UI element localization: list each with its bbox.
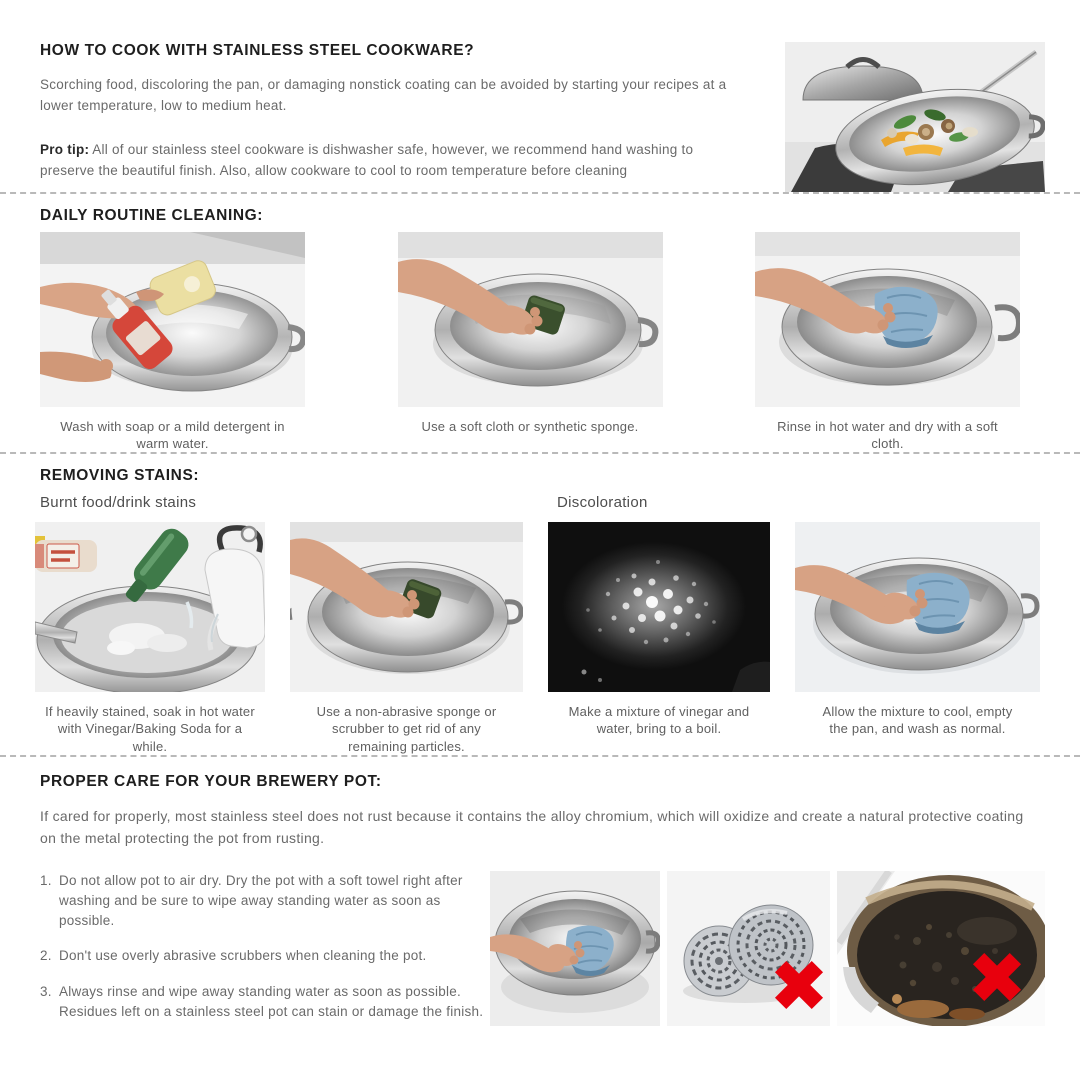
- care-photos-row: [490, 871, 1045, 1026]
- stain-subheadings: [40, 494, 1040, 518]
- vinegar-label-bottle: [35, 536, 97, 572]
- daily-steps-row: [40, 232, 1020, 452]
- section-removing-stains: [0, 454, 1080, 754]
- stains-step-4: [795, 522, 1040, 754]
- daily-step-2: [398, 232, 663, 452]
- dry-with-towel-photo: [490, 871, 660, 1026]
- daily-caption-3: Rinse in hot water and dry with a soft cloth.: [777, 419, 998, 452]
- care-tip-3: [40, 982, 490, 1023]
- cook-intro-paragraph: Scorching food, discoloring the pan, or damaging nonstick coating can be avoided by starting your recipes at a lower temperature, low to medium heat.: [40, 77, 727, 114]
- daily-step-3: [755, 232, 1020, 452]
- care-paragraph: If cared for properly, most stainless steel does not rust because it contains the alloy chromium, which will oxidize and create a natural protective coating on the metal protecting the pot from rusting.: [40, 807, 1024, 847]
- removing-stains-heading: REMOVING STAINS:: [40, 467, 200, 485]
- pro-tip-paragraph: [40, 139, 747, 182]
- burnt-stains-subheading: Burnt food/drink stains: [40, 494, 197, 512]
- daily-caption-1: Wash with soap or a mild detergent in warm water.: [60, 419, 285, 452]
- discoloration-subheading: Discoloration: [557, 494, 648, 512]
- cook-text-block: [40, 42, 747, 181]
- wash-soap-detergent-photo: [40, 232, 305, 407]
- care-tip-text: Don't use overly abrasive scrubbers when cleaning the pot.: [59, 948, 427, 964]
- care-content-row: [40, 871, 1080, 1038]
- list-number: 2.: [40, 948, 52, 964]
- stains-step-3: [548, 522, 770, 754]
- stains-step-2: [290, 522, 523, 754]
- care-tip-2: [40, 946, 490, 966]
- vinegar-soak-photo: [35, 522, 265, 692]
- care-tip-text: Do not allow pot to air dry. Dry the pot with a soft towel right after washing and be sure to wipe away standing water as soon as possible.: [59, 872, 463, 929]
- stains-step-1: [35, 522, 265, 754]
- stains-caption-4: Allow the mixture to cool, empty the pan, and wash as normal.: [822, 704, 1013, 737]
- list-number: 3.: [40, 983, 52, 999]
- care-tip-text: Always rinse and wipe away standing water as soon as possible. Residues left on a stainless steel pot can stain or damage the finish.: [59, 983, 484, 1019]
- pro-tip-text: All of our stainless steel cookware is dishwasher safe, however, we recommend hand washing to preserve the beautiful finish. Also, allow cookware to cool to room temperature before cleaning: [40, 141, 694, 178]
- soft-sponge-clean-photo: [398, 232, 663, 407]
- stir-fry-wok-photo: [785, 42, 1045, 192]
- list-number: 1.: [40, 872, 52, 888]
- burnt-pot-prohibited-photo: [837, 871, 1045, 1026]
- section-daily-cleaning: [0, 194, 1080, 452]
- pro-tip-label: Pro tip:: [40, 141, 90, 157]
- section-proper-care: [0, 757, 1080, 1037]
- wipe-mixture-photo: [795, 522, 1040, 692]
- care-tip-1: [40, 871, 490, 932]
- how-to-cook-heading: HOW TO COOK WITH STAINLESS STEEL COOKWARE?: [40, 42, 475, 59]
- stains-caption-1: If heavily stained, soak in hot water with Vinegar/Baking Soda for a while.: [45, 704, 255, 754]
- boiling-vinegar-photo: [548, 522, 770, 692]
- daily-caption-2: Use a soft cloth or synthetic sponge.: [421, 419, 639, 434]
- stains-caption-2: Use a non-abrasive sponge or scrubber to get rid of any remaining particles.: [316, 704, 497, 754]
- daily-step-1: [40, 232, 305, 452]
- rinse-dry-cloth-photo: [755, 232, 1020, 407]
- proper-care-heading: PROPER CARE FOR YOUR BREWERY POT:: [40, 772, 382, 790]
- daily-cleaning-heading: DAILY ROUTINE CLEANING:: [40, 207, 264, 224]
- non-abrasive-scrub-photo: [290, 522, 523, 692]
- section-how-to-cook: [0, 0, 1080, 192]
- steel-wool-prohibited-photo: [667, 871, 830, 1026]
- stains-steps-row: [35, 522, 1040, 754]
- burnt-pot: [843, 875, 1045, 1026]
- stains-caption-3: Make a mixture of vinegar and water, bring to a boil.: [568, 704, 750, 737]
- care-tips-list: [40, 871, 490, 1038]
